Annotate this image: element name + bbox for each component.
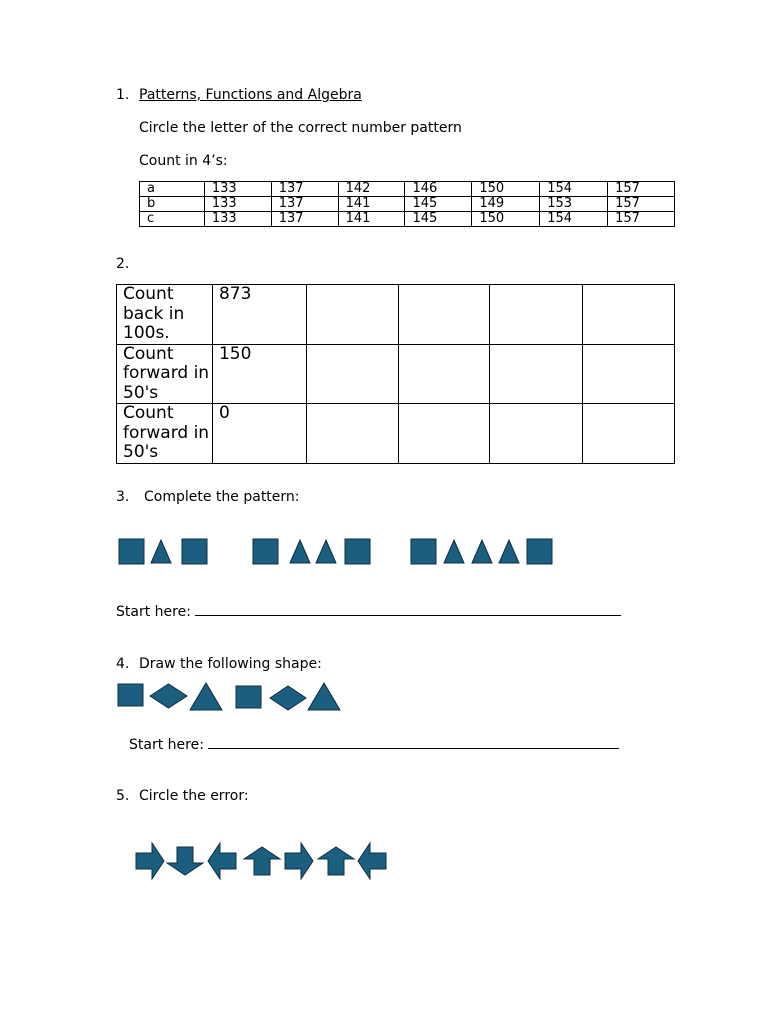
q5-number: 5. [116,788,130,804]
q4-start-label: Start here: [129,737,204,753]
q1-cell: 133 [204,182,271,197]
q1-cell: 149 [472,197,540,212]
q3-prompt: Complete the pattern: [144,489,300,505]
q2-number: 2. [116,256,130,272]
q1-cell: 142 [338,182,405,197]
q5-prompt: Circle the error: [139,788,249,804]
q1-cell: 145 [405,212,472,227]
q1-cell: 146 [405,182,472,197]
q1-cell: 137 [271,212,338,227]
q4-number: 4. [116,656,130,672]
q2-row-label: Count forward in 50's [117,344,213,404]
q4-prompt: Draw the following shape: [139,656,322,672]
q1-cell: 154 [540,212,608,227]
arrow-up-icon [244,847,280,875]
q1-cell: 154 [540,182,608,197]
q1-cell: 133 [204,197,271,212]
q1-instruction: Circle the letter of the correct number pattern [139,120,462,136]
arrow-right-icon [136,843,164,879]
arrow-right-icon [285,843,313,879]
q1-cell: 157 [608,182,675,197]
arrow-left-icon [208,843,236,879]
q1-row-label: c [140,212,205,227]
q1-row-label: b [140,197,205,212]
q1-cell: 133 [204,212,271,227]
q1-number: 1. [116,87,130,103]
q1-cell: 153 [540,197,608,212]
arrow-down-icon [167,847,203,875]
q1-subheading: Count in 4’s: [139,153,228,169]
q1-cell: 137 [271,197,338,212]
q1-cell: 145 [405,197,472,212]
arrow-up-icon [318,847,354,875]
q1-row-label: a [140,182,205,197]
q2-row-label: Count forward in 50's [117,404,213,464]
q1-cell: 141 [338,197,405,212]
q1-cell: 137 [271,182,338,197]
q1-cell: 141 [338,212,405,227]
q1-cell: 150 [472,182,540,197]
q2-row-label: Count back in 100s. [117,285,213,345]
q3-number: 3. [116,489,130,505]
q1-heading: Patterns, Functions and Algebra [139,87,362,103]
q2-cell: 873 [212,285,306,345]
q1-cell: 157 [608,212,675,227]
arrow-left-icon [358,843,386,879]
q1-cell: 150 [472,212,540,227]
q3-start-label: Start here: [116,604,191,620]
q1-cell: 157 [608,197,675,212]
q2-cell: 0 [212,404,306,464]
q2-cell: 150 [212,344,306,404]
